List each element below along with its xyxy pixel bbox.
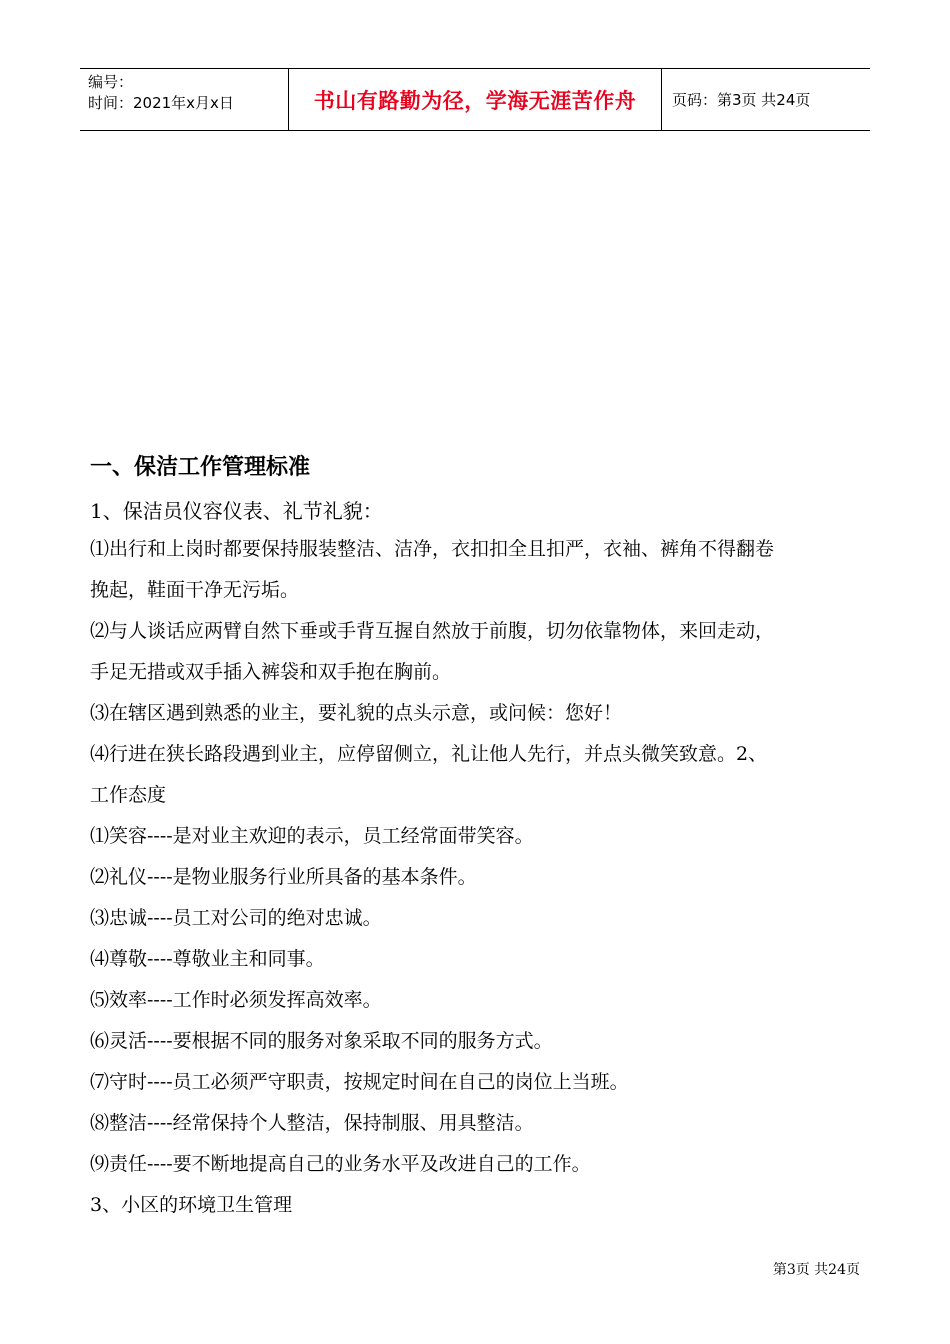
page-footer: 第3页 共24页 (772, 1262, 860, 1278)
body-line: 1、保洁员仪容仪表、礼节礼貌： (90, 499, 383, 523)
document-body (90, 455, 870, 1226)
body-line: ⑹灵活----要根据不同的服务对象采取不同的服务方式。 (90, 1030, 553, 1052)
body-line: ⑵礼仪----是物业服务行业所具备的基本条件。 (90, 866, 477, 888)
body-line: 挽起，鞋面干净无污垢。 (90, 579, 300, 601)
body-line: ⑵与人谈话应两臂自然下垂或手背互握自然放于前腹，切勿依靠物体，来回走动， (90, 620, 775, 642)
body-line: ⑻整洁----经常保持个人整洁，保持制服、用具整洁。 (90, 1112, 534, 1134)
body-line: 工作态度 (90, 784, 167, 806)
header-page-info: 页码：第3页 共24页 (672, 91, 811, 109)
body-line: ⑶忠诚----员工对公司的绝对忠诚。 (90, 907, 382, 929)
body-line: ⑸效率----工作时必须发挥高效率。 (90, 989, 382, 1011)
body-line: 3、小区的环境卫生管理 (90, 1194, 293, 1216)
header-meta (80, 69, 289, 130)
section-title: 一、保洁工作管理标准 (90, 455, 311, 480)
document-number-label: 编号： (88, 73, 134, 91)
document-time-label: 时间：2021年x月x日 (88, 94, 234, 112)
body-line: ⑺守时----员工必须严守职责，按规定时间在自己的岗位上当班。 (90, 1071, 629, 1093)
body-line: ⑶在辖区遇到熟悉的业主，要礼貌的点头示意，或问候：您好！ (90, 702, 623, 724)
header-motto: 书山有路勤为径，学海无涯苦作舟 (289, 69, 662, 130)
page-header (80, 68, 870, 131)
body-line: 手足无措或双手插入裤袋和双手抱在胸前。 (90, 661, 452, 683)
body-line: ⑴出行和上岗时都要保持服装整洁、洁净，衣扣扣全且扣严，衣袖、裤角不得翻卷 (90, 538, 775, 560)
body-line: ⑼责任----要不断地提高自己的业务水平及改进自己的工作。 (90, 1153, 591, 1175)
body-line: ⑷行进在狭长路段遇到业主，应停留侧立，礼让他人先行，并点头微笑致意。2、 (90, 743, 768, 765)
body-line: ⑴笑容----是对业主欢迎的表示，员工经常面带笑容。 (90, 825, 534, 847)
body-line: ⑷尊敬----尊敬业主和同事。 (90, 948, 325, 970)
